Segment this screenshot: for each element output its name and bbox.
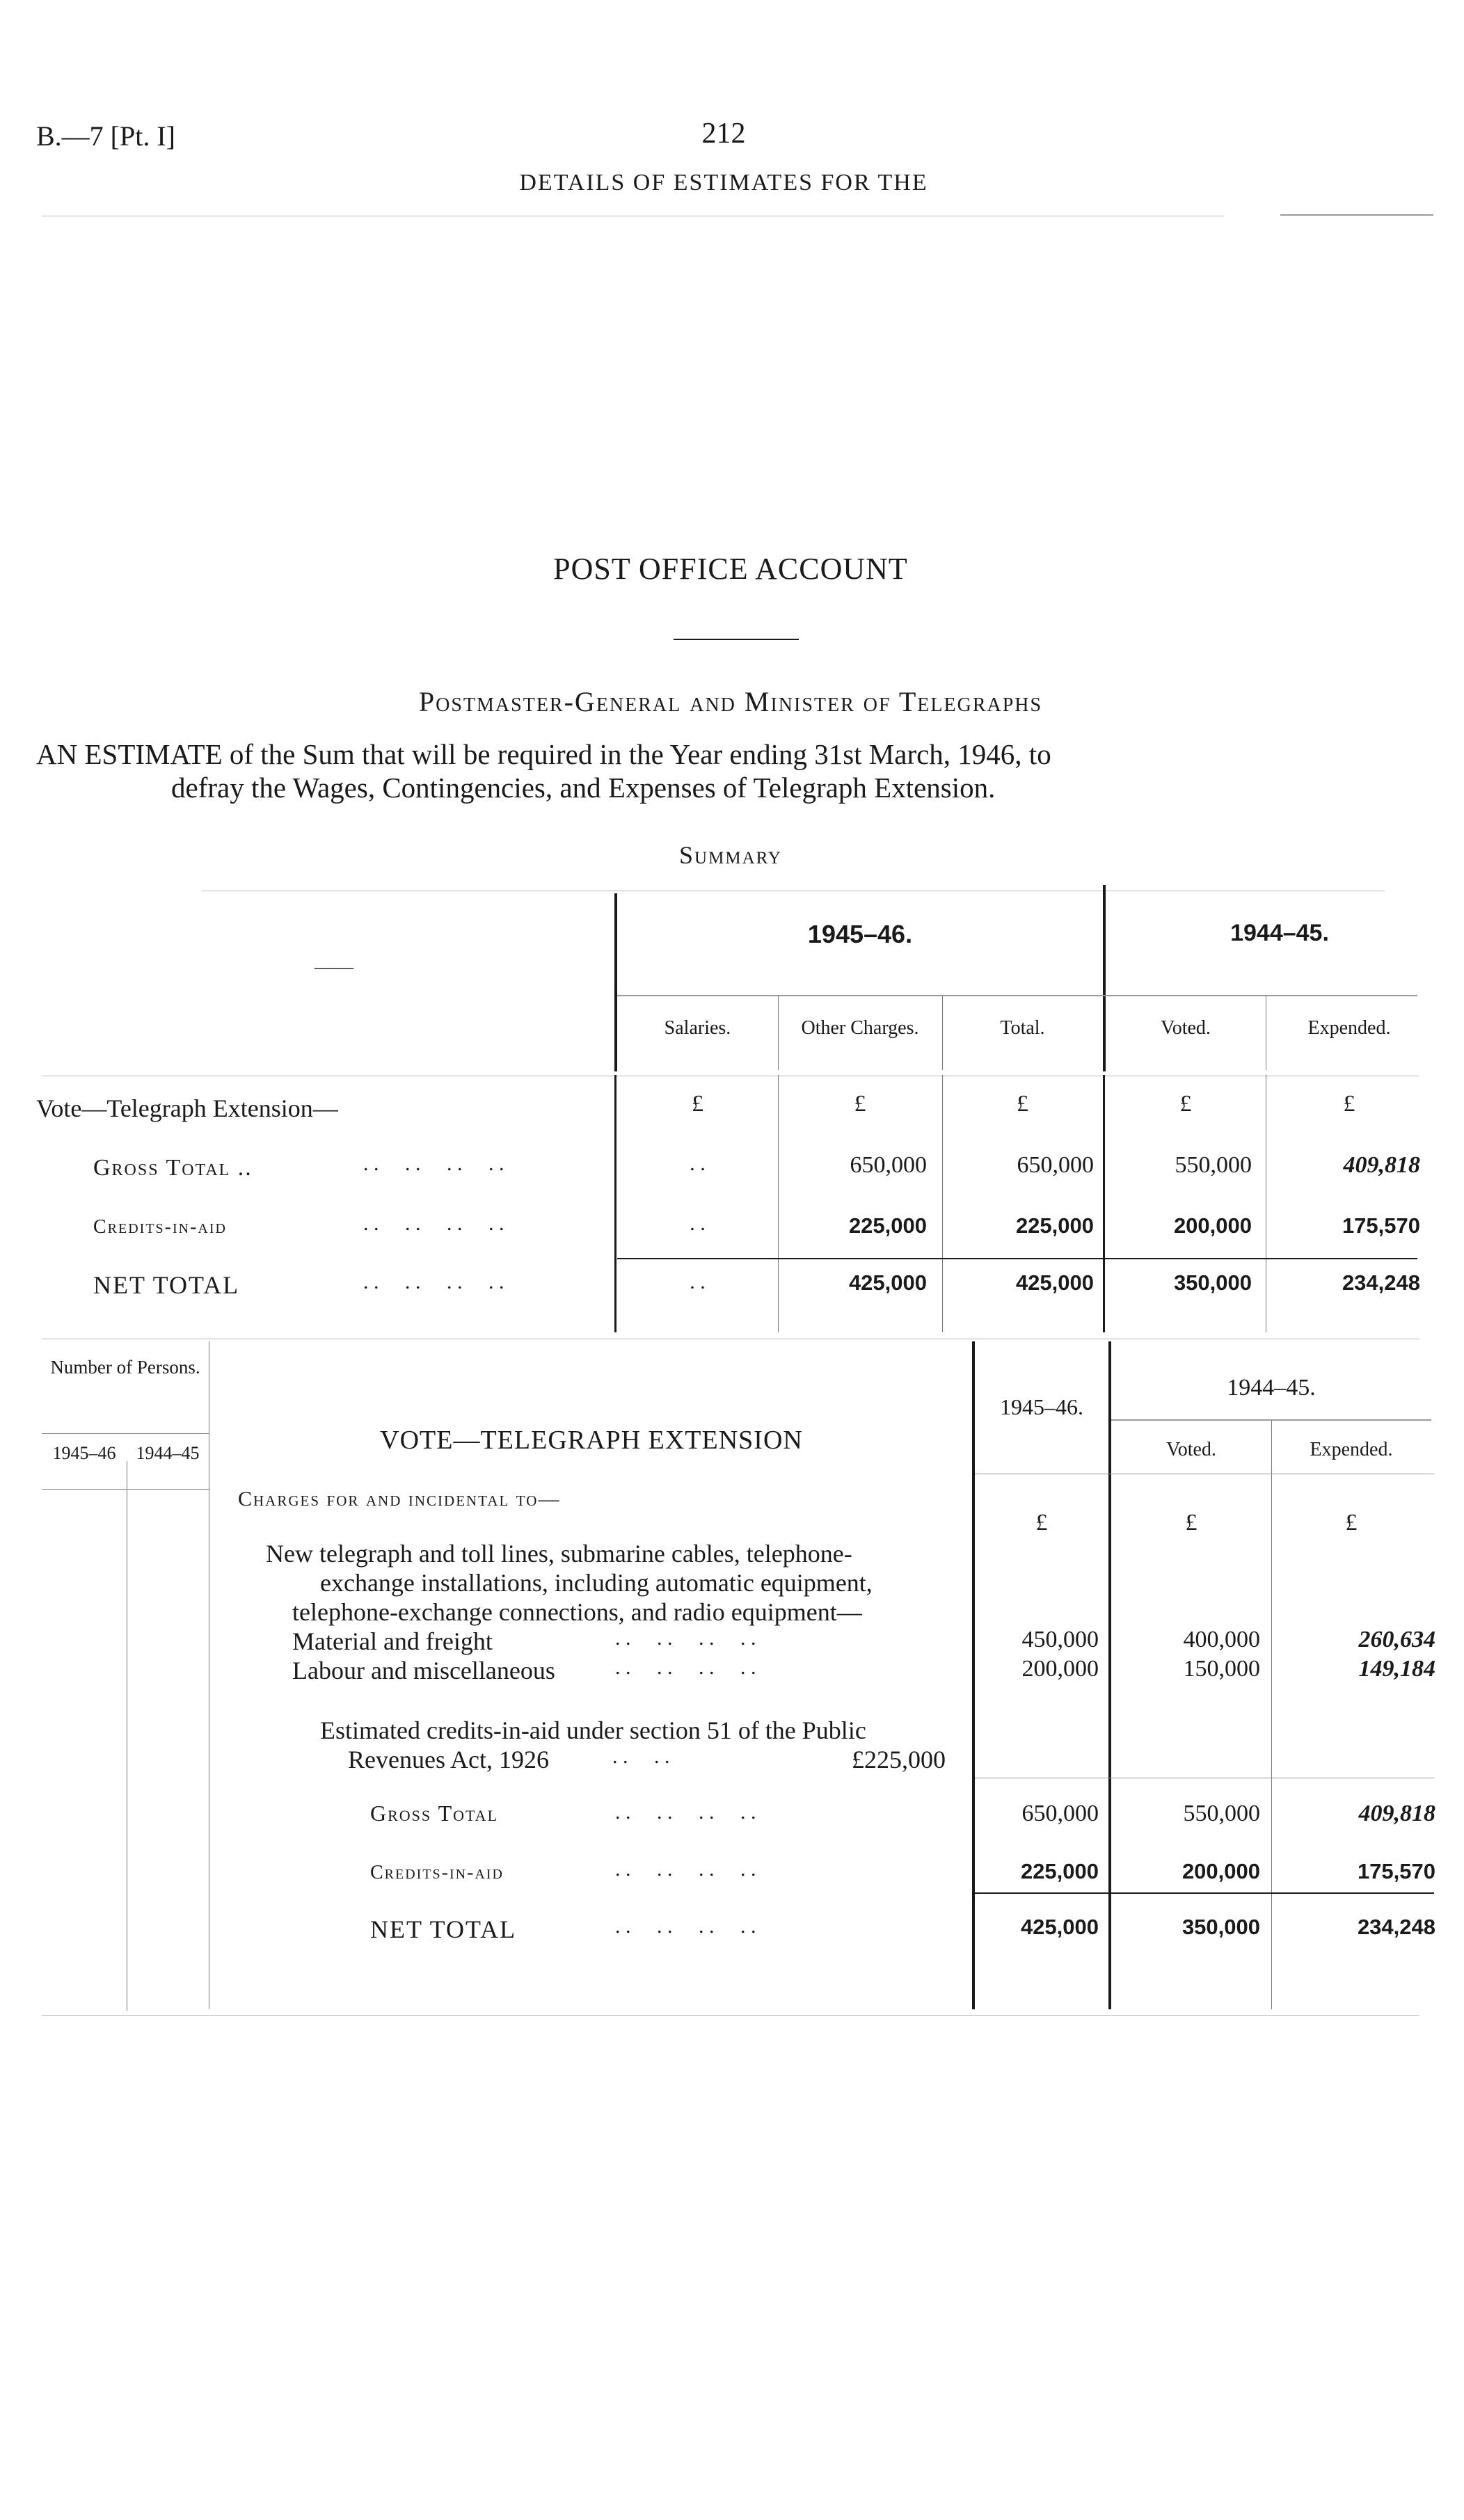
vote-total-label: Gross Total: [370, 1801, 499, 1826]
vote-item-expended: 149,184: [1358, 1656, 1435, 1682]
desc-line-2: exchange installations, including automatic equipment,: [320, 1569, 873, 1597]
summary-heading: Summary: [679, 841, 782, 869]
vote-total-dots: . . . . . . . .: [615, 1858, 756, 1881]
desc-line-3: telephone-exchange connections, and radio equipment—: [292, 1598, 862, 1626]
summary-row-salaries: . .: [690, 1152, 706, 1175]
summary-row-dots: . . . . . . . .: [363, 1212, 504, 1235]
vote-col-expended: Expended.: [1310, 1439, 1393, 1460]
running-title: DETAILS OF ESTIMATES FOR THE: [519, 170, 928, 196]
persons-header-text: Number of Persons.: [50, 1357, 200, 1378]
summary-col-voted: Voted.: [1161, 1017, 1211, 1039]
credits-note-line-2: Revenues Act, 1926: [348, 1746, 549, 1773]
vote-year-previous: 1944–45.: [1227, 1375, 1316, 1401]
vote-total-dots: . . . . . . . .: [615, 1801, 756, 1824]
summary-currency: £: [1179, 1091, 1192, 1117]
summary-row-voted: 350,000: [1173, 1270, 1252, 1295]
persons-header: [42, 1357, 209, 1378]
vote-total-current: 225,000: [1020, 1859, 1099, 1883]
summary-row-total: 225,000: [1015, 1213, 1094, 1238]
credits-note-line-1: Estimated credits-in-aid under section 51 of the Public: [320, 1716, 866, 1744]
summary-currency: £: [854, 1091, 866, 1117]
vote-item-current: 450,000: [1021, 1627, 1099, 1652]
vote-col-voted: Voted.: [1166, 1439, 1216, 1460]
estimate-line-2-text: defray the Wages, Contingencies, and Expenses of Telegraph Extension.: [171, 772, 996, 804]
summary-dash: ——: [315, 957, 353, 978]
vote-currency: £: [1035, 1510, 1048, 1536]
vote-currency: £: [1345, 1510, 1358, 1536]
summary-col-expended: Expended.: [1307, 1017, 1391, 1039]
vote-item-expended: 260,634: [1358, 1627, 1435, 1652]
summary-currency: £: [692, 1091, 703, 1117]
vote-total-voted: 550,000: [1183, 1801, 1260, 1826]
credits-note-dots: . . . .: [612, 1745, 670, 1768]
summary-currency: £: [1017, 1091, 1028, 1117]
vote-total-voted: 350,000: [1181, 1915, 1260, 1939]
vote-year-current: 1945–46.: [1000, 1394, 1083, 1419]
summary-col-total: Total.: [1000, 1017, 1045, 1039]
summary-currency: £: [1343, 1091, 1355, 1117]
vote-total-voted: 200,000: [1181, 1859, 1260, 1883]
summary-col-salaries: Salaries.: [664, 1017, 731, 1039]
summary-row-salaries: . .: [690, 1212, 706, 1235]
credits-note-amount: £225,000: [852, 1746, 946, 1773]
summary-row-label: Credits-in-aid: [93, 1216, 227, 1238]
summary-col-other: Other Charges.: [801, 1017, 919, 1039]
summary-row-total: 425,000: [1015, 1270, 1094, 1295]
summary-year-previous: 1944–45.: [1230, 920, 1329, 946]
vote-total-label: Credits-in-aid: [370, 1862, 504, 1883]
vote-item-label: Labour and miscellaneous: [292, 1657, 555, 1684]
vote-total-label: NET TOTAL: [370, 1915, 517, 1943]
summary-row-voted: 550,000: [1175, 1152, 1252, 1178]
charges-heading: Charges for and incidental to—: [238, 1488, 561, 1510]
vote-total-current: 650,000: [1021, 1801, 1099, 1826]
vote-currency: £: [1185, 1510, 1198, 1536]
vote-total-expended: 409,818: [1358, 1801, 1435, 1826]
page-number: 212: [701, 118, 746, 150]
estimate-line-2: [171, 771, 995, 804]
desc-line-1: New telegraph and toll lines, submarine cables, telephone-: [266, 1540, 852, 1568]
vote-item-dots: . . . . . . . .: [615, 1627, 756, 1650]
summary-row-other: 425,000: [848, 1270, 927, 1295]
vote-item-dots: . . . . . . . .: [615, 1656, 756, 1679]
vote-title: VOTE—TELEGRAPH EXTENSION: [380, 1426, 803, 1455]
summary-row-label: Gross Total ..: [93, 1155, 253, 1181]
page-ref: B.—7 [Pt. I]: [36, 120, 175, 152]
persons-col-previous: 1944–45: [136, 1443, 200, 1463]
persons-col-current: 1945–46: [52, 1443, 116, 1463]
summary-row-other: 650,000: [850, 1152, 927, 1178]
vote-total-expended: 175,570: [1357, 1859, 1435, 1883]
estimate-line-1: AN ESTIMATE of the Sum that will be required in the Year ending 31st March, 1946, to: [36, 738, 1051, 770]
account-title: POST OFFICE ACCOUNT: [553, 552, 908, 586]
summary-row-other: 225,000: [848, 1213, 927, 1238]
vote-item-voted: 150,000: [1183, 1656, 1260, 1682]
summary-year-current: 1945–46.: [807, 920, 913, 948]
vote-total-current: 425,000: [1020, 1915, 1099, 1939]
summary-row-dots: . . . . . . . .: [363, 1152, 504, 1175]
vote-item-voted: 400,000: [1183, 1627, 1260, 1652]
summary-row-dots: . . . . . . . .: [363, 1270, 504, 1293]
summary-vote-label: Vote—Telegraph Extension—: [36, 1094, 338, 1122]
summary-row-label: NET TOTAL: [93, 1271, 240, 1299]
title-rule: [674, 639, 799, 640]
summary-row-expended: 175,570: [1342, 1213, 1420, 1238]
vote-item-current: 200,000: [1021, 1656, 1099, 1682]
summary-row-salaries: . .: [690, 1270, 706, 1293]
summary-row-total: 650,000: [1017, 1152, 1094, 1178]
summary-row-voted: 200,000: [1173, 1213, 1252, 1238]
vote-total-expended: 234,248: [1357, 1915, 1435, 1939]
summary-row-expended: 234,248: [1342, 1270, 1420, 1295]
summary-row-expended: 409,818: [1343, 1152, 1420, 1178]
minister-line: Postmaster-General and Minister of Telegraphs: [418, 686, 1043, 717]
vote-total-dots: . . . . . . . .: [615, 1915, 756, 1938]
vote-item-label: Material and freight: [292, 1627, 493, 1655]
